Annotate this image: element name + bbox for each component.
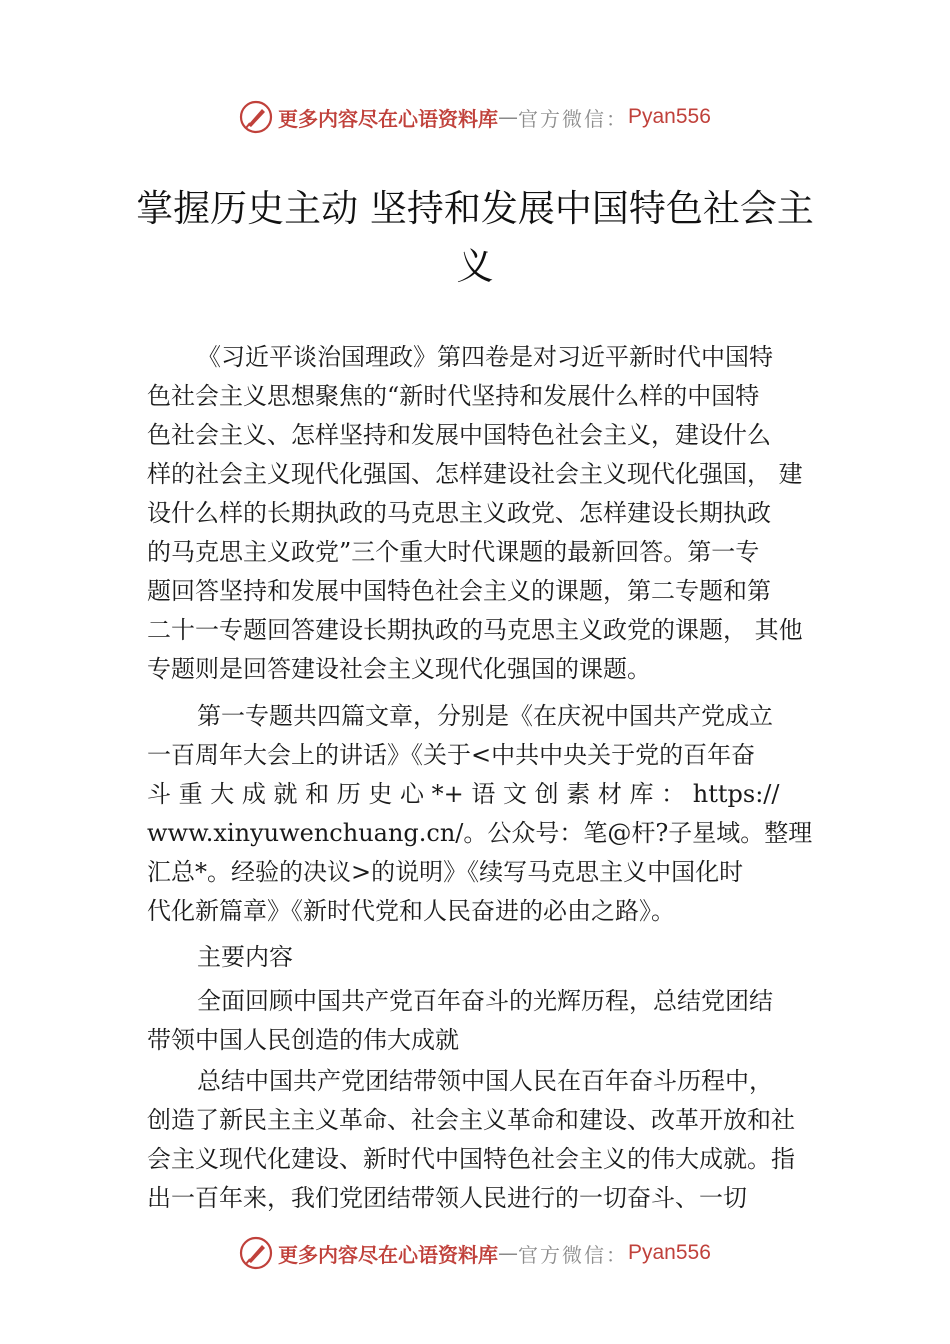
paragraph-line: 专题则是回答建设社会主义现代化强国的课题。 (147, 655, 651, 683)
paragraph-line: 出一百年来，我们党团结带领人民进行的一切奋斗、一切 (147, 1184, 747, 1212)
paragraph-line: 主要内容 (197, 943, 293, 971)
quill-pen-logo-icon (238, 1235, 274, 1271)
banner-wechat-label: 官方微信： (518, 1242, 628, 1267)
paragraph-line: 总结中国共产党团结带领中国人民在百年奋斗历程中， (197, 1067, 773, 1095)
paragraph-line: 样的社会主义现代化强国、怎样建设社会主义现代化强国， 建 (147, 460, 803, 488)
quill-pen-logo-icon (238, 99, 274, 135)
paragraph-line: 斗 重 大 成 就 和 历 史 心 *+ 语 文 创 素 材 库 ： https:// (147, 780, 780, 808)
paragraph-line: 色社会主义、怎样坚持和发展中国特色社会主义，建设什么 (147, 421, 771, 449)
paragraph-line: 的马克思主义政党”三个重大时代课题的最新回答。第一专 (147, 538, 760, 566)
paragraph-line: 汇总*。经验的决议>的说明》《续写马克思主义中国化时 (147, 858, 744, 886)
paragraph-line: 题回答坚持和发展中国特色社会主义的课题，第二专题和第 (147, 577, 771, 605)
paragraph-line: 带领中国人民创造的伟大成就 (147, 1026, 459, 1054)
body-paragraph (147, 982, 817, 1060)
paragraph-line: 会主义现代化建设、新时代中国特色社会主义的伟大成就。指 (147, 1145, 795, 1173)
paragraph-line: 一百周年大会上的讲话》《关于<中共中央关于党的百年奋 (147, 741, 756, 769)
body-paragraph (147, 697, 817, 931)
title-line: 义 (456, 245, 494, 288)
banner-library-text: 更多内容尽在心语资料库 (278, 106, 498, 131)
body-paragraph (147, 1062, 817, 1218)
banner-wechat-id: Pyan556 (628, 105, 711, 128)
paragraph-line: 二十一专题回答建设长期执政的马克思主义政党的课题， 其他 (147, 616, 803, 644)
banner-library-text: 更多内容尽在心语资料库 (278, 1242, 498, 1267)
body-paragraph (147, 338, 817, 689)
header-watermark-banner (0, 92, 950, 142)
banner-separator: — (498, 105, 518, 129)
paragraph-line: 创造了新民主主义革命、社会主义革命和建设、改革开放和社 (147, 1106, 795, 1134)
paragraph-line: 全面回顾中国共产党百年奋斗的光辉历程，总结党团结 (197, 987, 773, 1015)
banner-separator: — (498, 1241, 518, 1265)
section-heading (147, 938, 817, 977)
footer-watermark-banner (0, 1228, 950, 1278)
paragraph-line: 代化新篇章》《新时代党和人民奋进的必由之路》。 (147, 897, 675, 925)
document-title (120, 180, 830, 296)
banner-wechat-id: Pyan556 (628, 1241, 711, 1264)
title-line: 掌握历史主动 坚持和发展中国特色社会主 (136, 187, 814, 230)
paragraph-line: 色社会主义思想聚焦的“新时代坚持和发展什么样的中国特 (147, 382, 760, 410)
paragraph-line: 《习近平谈治国理政》第四卷是对习近平新时代中国特 (197, 343, 773, 371)
paragraph-line: www.xinyuwenchuang.cn/。公众号：笔@杆?子星域。整理 (147, 819, 813, 847)
banner-wechat-label: 官方微信： (518, 106, 628, 131)
paragraph-line: 第一专题共四篇文章，分别是《在庆祝中国共产党成立 (197, 702, 773, 730)
paragraph-line: 设什么样的长期执政的马克思主义政党、怎样建设长期执政 (147, 499, 771, 527)
